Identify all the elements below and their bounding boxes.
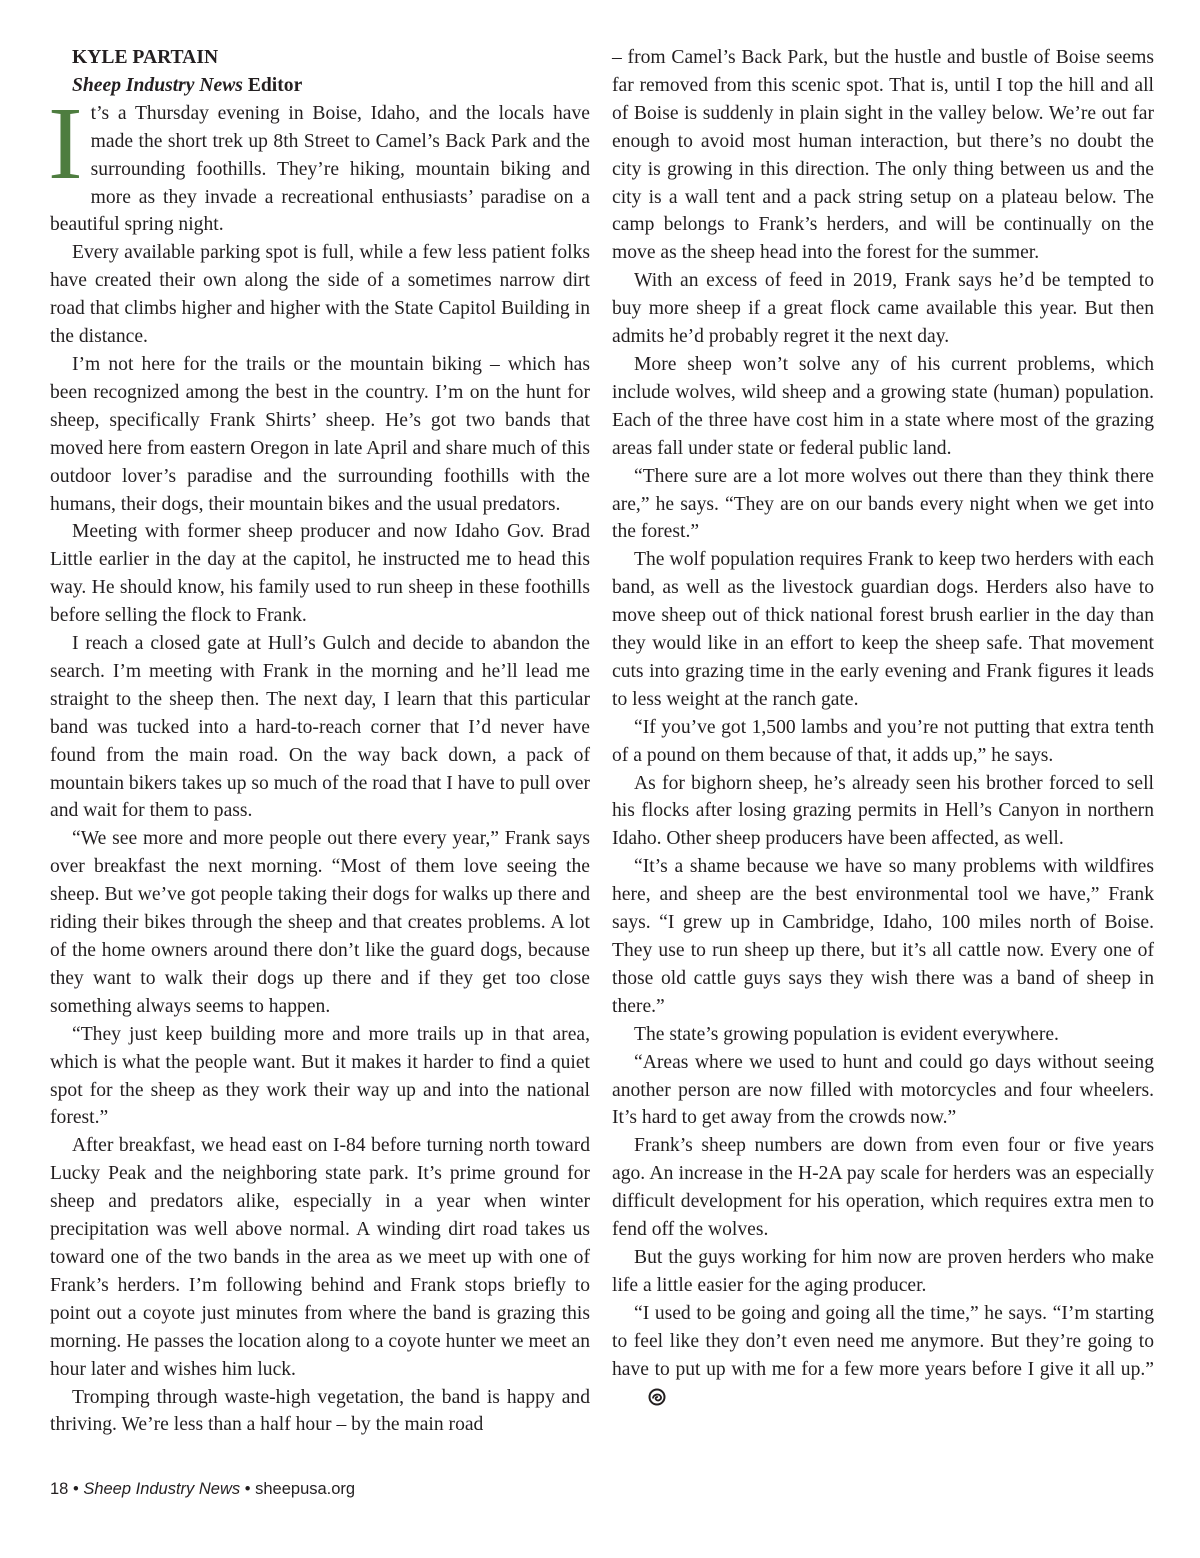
paragraph: But the guys working for him now are proven herders who make life a little easier for the aging producer. bbox=[612, 1246, 1154, 1296]
paragraph: “If you’ve got 1,500 lambs and you’re not putting that extra tenth of a pound on them because of that, it adds up,” he says. bbox=[612, 716, 1154, 766]
footer-separator: • bbox=[240, 1480, 256, 1498]
paragraph: “Areas where we used to hunt and could go days without seeing another person are now filled with motorcycles and four wheelers. It’s hard to get away from the crowds now.” bbox=[612, 1051, 1154, 1129]
byline-publication: Sheep Industry News bbox=[72, 74, 243, 96]
paragraph: Meeting with former sheep producer and now Idaho Gov. Brad Little earlier in the day at the capitol, he instructed me to head this way. He should know, his family used to run sheep in these foothills before selling the flock to Frank. bbox=[50, 521, 590, 627]
left-column bbox=[50, 44, 590, 1439]
paragraph: I reach a closed gate at Hull’s Gulch and decide to abandon the search. I’m meeting with Frank in the morning and he’ll lead me straight to the sheep then. The next day, I learn that this particular band was tucked into a hard-to-reach corner that I’d never have found from the main road. On the way back down, a pack of mountain bikers takes up so much of the road that I have to pull over and wait for them to pass. bbox=[50, 633, 590, 822]
paragraph: “They just keep building more and more trails up in that area, which is what the people want. But it makes it harder to find a quiet spot for the sheep as they work their way up and into the national forest.” bbox=[50, 1023, 590, 1129]
paragraph-text: t’s a Thursday evening in Boise, Idaho, and the locals have made the short trek up 8th Street to Camel’s Back Park and the surrounding foothills. They’re hiking, mountain biking and more as they invade a recreational enthusiasts’ paradise on a beautiful spring night. bbox=[50, 102, 590, 236]
paragraph: “There sure are a lot more wolves out there than they think there are,” he says. “They are on our bands every night when we get into the forest.” bbox=[612, 465, 1154, 543]
page-footer bbox=[50, 1480, 355, 1499]
paragraph-text: “I used to be going and going all the time,” he says. “I’m starting to feel like they don’t even need me anymore. But they’re going to have to put up with me for a few more years before I give it all up.” bbox=[612, 1302, 1154, 1380]
byline-role bbox=[50, 72, 590, 100]
right-column bbox=[612, 44, 1154, 1411]
paragraph: After breakfast, we head east on I-84 before turning north toward Lucky Peak and the neighboring state park. It’s prime ground for sheep and predators alike, especially in a year when winter precipitation was well above normal. A winding dirt road takes us toward one of the two bands in the area as we meet up with one of Frank’s herders. I’m following behind and Frank stops briefly to point out a coyote just minutes from where the band is grazing this morning. He passes the location along to a coyote hunter we meet an hour later and wishes him luck. bbox=[50, 1135, 590, 1380]
drop-cap: I bbox=[48, 85, 83, 201]
paragraph-final bbox=[612, 1300, 1154, 1412]
page-number: 18 bbox=[50, 1480, 69, 1498]
paragraph: Every available parking spot is full, while a few less patient folks have created their own along the side of a sometimes narrow dirt road that climbs higher and higher with the State Capitol Building in the distance. bbox=[50, 242, 590, 348]
end-mark-icon bbox=[626, 1387, 644, 1405]
byline-author: KYLE PARTAIN bbox=[72, 47, 219, 68]
footer-bullet: • bbox=[68, 1480, 84, 1498]
paragraph-continued: – from Camel’s Back Park, but the hustle and bustle of Boise seems far removed from this scenic spot. That is, until I top the hill and all of Boise is suddenly in plain sight in the valley below. We’re out far enough to avoid most human interaction, but there’s no doubt the city is growing in this direction. The only thing between us and the city is a wall tent and a pack string setup on a plateau below. The camp belongs to Frank’s herders, and will be continually on the move as the sheep head into the forest for the summer. bbox=[612, 47, 1154, 264]
paragraph: Frank’s sheep numbers are down from even four or five years ago. An increase in the H-2A pay scale for herders was an especially difficult development for his operation, which requires extra men to fend off the wolves. bbox=[612, 1135, 1154, 1241]
paragraph: “It’s a shame because we have so many problems with wildfires here, and sheep are the best environmental tool we have,” Frank says. “I grew up in Cambridge, Idaho, 100 miles north of Boise. They use to run sheep up there, but it’s all cattle now. Every one of those old cattle guys says they wish there was a band of sheep in there.” bbox=[612, 856, 1154, 1017]
paragraph: The wolf population requires Frank to keep two herders with each band, as well as the livestock guardian dogs. Herders also have to move sheep out of thick national forest brush earlier in the day than they would like in an effort to keep the sheep safe. That movement cuts into grazing time in the early evening and Frank figures it leads to less weight at the ranch gate. bbox=[612, 549, 1154, 710]
paragraph: As for bighorn sheep, he’s already seen his brother forced to sell his flocks after losing grazing permits in Hell’s Canyon in northern Idaho. Other sheep producers have been affected, as well. bbox=[612, 772, 1154, 850]
paragraph: “We see more and more people out there every year,” Frank says over breakfast the next morning. “Most of them love seeing the sheep. But we’ve got people taking their dogs for walks up there and riding their bikes through the sheep and that creates problems. A lot of the home owners around there don’t like the guard dogs, because they want to walk their dogs up there and if they get too close something always seems to happen. bbox=[50, 828, 590, 1017]
paragraph: Tromping through waste-high vegetation, the band is happy and thriving. We’re less than a half hour – by the main road bbox=[50, 1386, 590, 1436]
byline-role-text: Editor bbox=[242, 74, 303, 96]
footer-website: sheepusa.org bbox=[255, 1480, 356, 1498]
paragraph: I’m not here for the trails or the mountain biking – which has been recognized among the best in the country. I’m on the hunt for sheep, specifically Frank Shirts’ sheep. He’s got two bands that moved here from eastern Oregon in late April and share much of this outdoor lover’s paradise and the surrounding foothills with the humans, their dogs, their mountain bikes and the usual predators. bbox=[50, 353, 590, 515]
paragraph: The state’s growing population is evident everywhere. bbox=[634, 1023, 1059, 1045]
footer-publication: Sheep Industry News bbox=[83, 1480, 241, 1498]
paragraph: More sheep won’t solve any of his current problems, which include wolves, wild sheep and a growing state (human) population. Each of the three have cost him in a state where most of the grazing areas fall under state or federal public land. bbox=[612, 353, 1154, 459]
paragraph: With an excess of feed in 2019, Frank says he’d be tempted to buy more sheep if a great flock came available this year. But then admits he’d probably regret it the next day. bbox=[612, 270, 1154, 348]
